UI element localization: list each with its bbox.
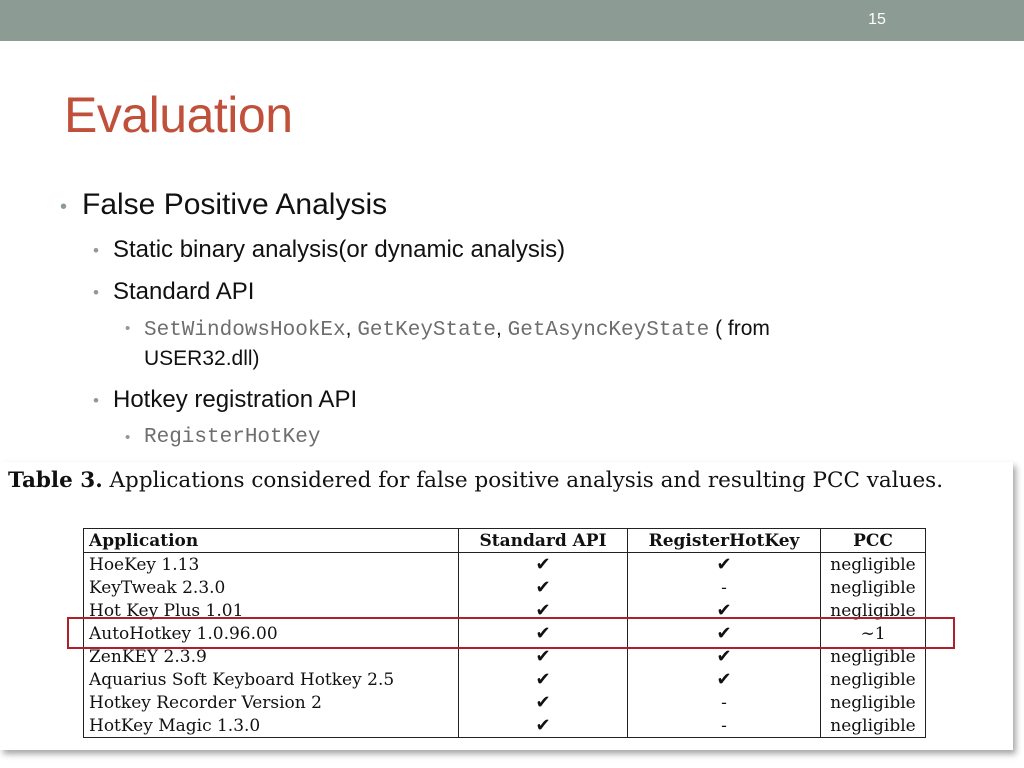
check-icon: ✔ xyxy=(459,645,628,668)
bullet-dot-icon: • xyxy=(60,196,68,218)
api-function-name: GetAsyncKeyState xyxy=(507,319,710,342)
api-function-name: GetKeyState xyxy=(357,319,496,342)
check-icon: ✔ xyxy=(459,668,628,691)
slide-number: 15 xyxy=(868,11,886,28)
table-row xyxy=(84,714,926,738)
autohotkey-highlight-box xyxy=(67,617,955,649)
check-icon: ✔ xyxy=(628,668,821,691)
cell-pcc: negligible xyxy=(821,714,926,738)
column-header-registerhotkey: RegisterHotKey xyxy=(628,529,821,553)
cell-application: ZenKEY 2.3.9 xyxy=(84,645,459,668)
check-icon: ✔ xyxy=(628,553,821,577)
bullet-text: False Positive Analysis xyxy=(82,188,388,221)
cell-application: AutoHotkey 1.0.96.00 xyxy=(84,622,459,645)
caption-text: Applications considered for false positive analysis and resulting PCC values. xyxy=(109,468,944,493)
bullet-dot-icon: • xyxy=(93,391,99,410)
table-row xyxy=(84,576,926,599)
header-bar xyxy=(0,0,1024,41)
cell-pcc: ∼1 xyxy=(821,622,926,645)
cell-registerhotkey: - xyxy=(628,691,821,714)
caption-label: Table 3. xyxy=(8,468,103,493)
check-icon: ✔ xyxy=(459,553,628,577)
api-dll-text: USER32.dll) xyxy=(144,347,260,370)
slide-title: Evaluation xyxy=(64,87,293,143)
cell-application: HotKey Magic 1.3.0 xyxy=(84,714,459,738)
cell-pcc: negligible xyxy=(821,691,926,714)
api-function-name: SetWindowsHookEx xyxy=(144,319,346,342)
cell-pcc: negligible xyxy=(821,645,926,668)
cell-pcc: negligible xyxy=(821,576,926,599)
cell-registerhotkey: - xyxy=(628,576,821,599)
bullet-dot-icon: • xyxy=(93,241,99,260)
check-icon: ✔ xyxy=(459,691,628,714)
check-icon: ✔ xyxy=(628,622,821,645)
bullet-dot-icon: • xyxy=(125,320,131,337)
bullet-text: Hotkey registration API xyxy=(113,386,358,413)
cell-registerhotkey: - xyxy=(628,714,821,738)
table-caption xyxy=(8,468,943,493)
check-icon: ✔ xyxy=(459,714,628,738)
check-icon: ✔ xyxy=(459,599,628,622)
check-icon: ✔ xyxy=(628,645,821,668)
cell-pcc: negligible xyxy=(821,668,926,691)
cell-application: Hotkey Recorder Version 2 xyxy=(84,691,459,714)
cell-application: KeyTweak 2.3.0 xyxy=(84,576,459,599)
cell-application: Aquarius Soft Keyboard Hotkey 2.5 xyxy=(84,668,459,691)
bullet-text: Static binary analysis(or dynamic analysis) xyxy=(113,236,566,263)
column-header-pcc: PCC xyxy=(821,529,926,553)
api-from-text: ( from xyxy=(715,317,770,340)
check-icon: ✔ xyxy=(628,599,821,622)
table-row xyxy=(84,553,926,577)
cell-pcc: negligible xyxy=(821,599,926,622)
bullet-text: Standard API xyxy=(113,278,255,305)
table-figure xyxy=(0,462,1013,750)
bullet-dot-icon: • xyxy=(125,429,131,446)
table-header-row xyxy=(84,529,926,553)
check-icon: ✔ xyxy=(459,576,628,599)
table-row xyxy=(84,691,926,714)
cell-pcc: negligible xyxy=(821,553,926,577)
api-function-name: RegisterHotKey xyxy=(144,426,321,449)
table-row xyxy=(84,668,926,691)
column-header-application: Application xyxy=(84,529,459,553)
bullet-dot-icon: • xyxy=(93,283,99,302)
column-header-standard-api: Standard API xyxy=(459,529,628,553)
cell-application: Hot Key Plus 1.01 xyxy=(84,599,459,622)
check-icon: ✔ xyxy=(459,622,628,645)
cell-application: HoeKey 1.13 xyxy=(84,553,459,577)
